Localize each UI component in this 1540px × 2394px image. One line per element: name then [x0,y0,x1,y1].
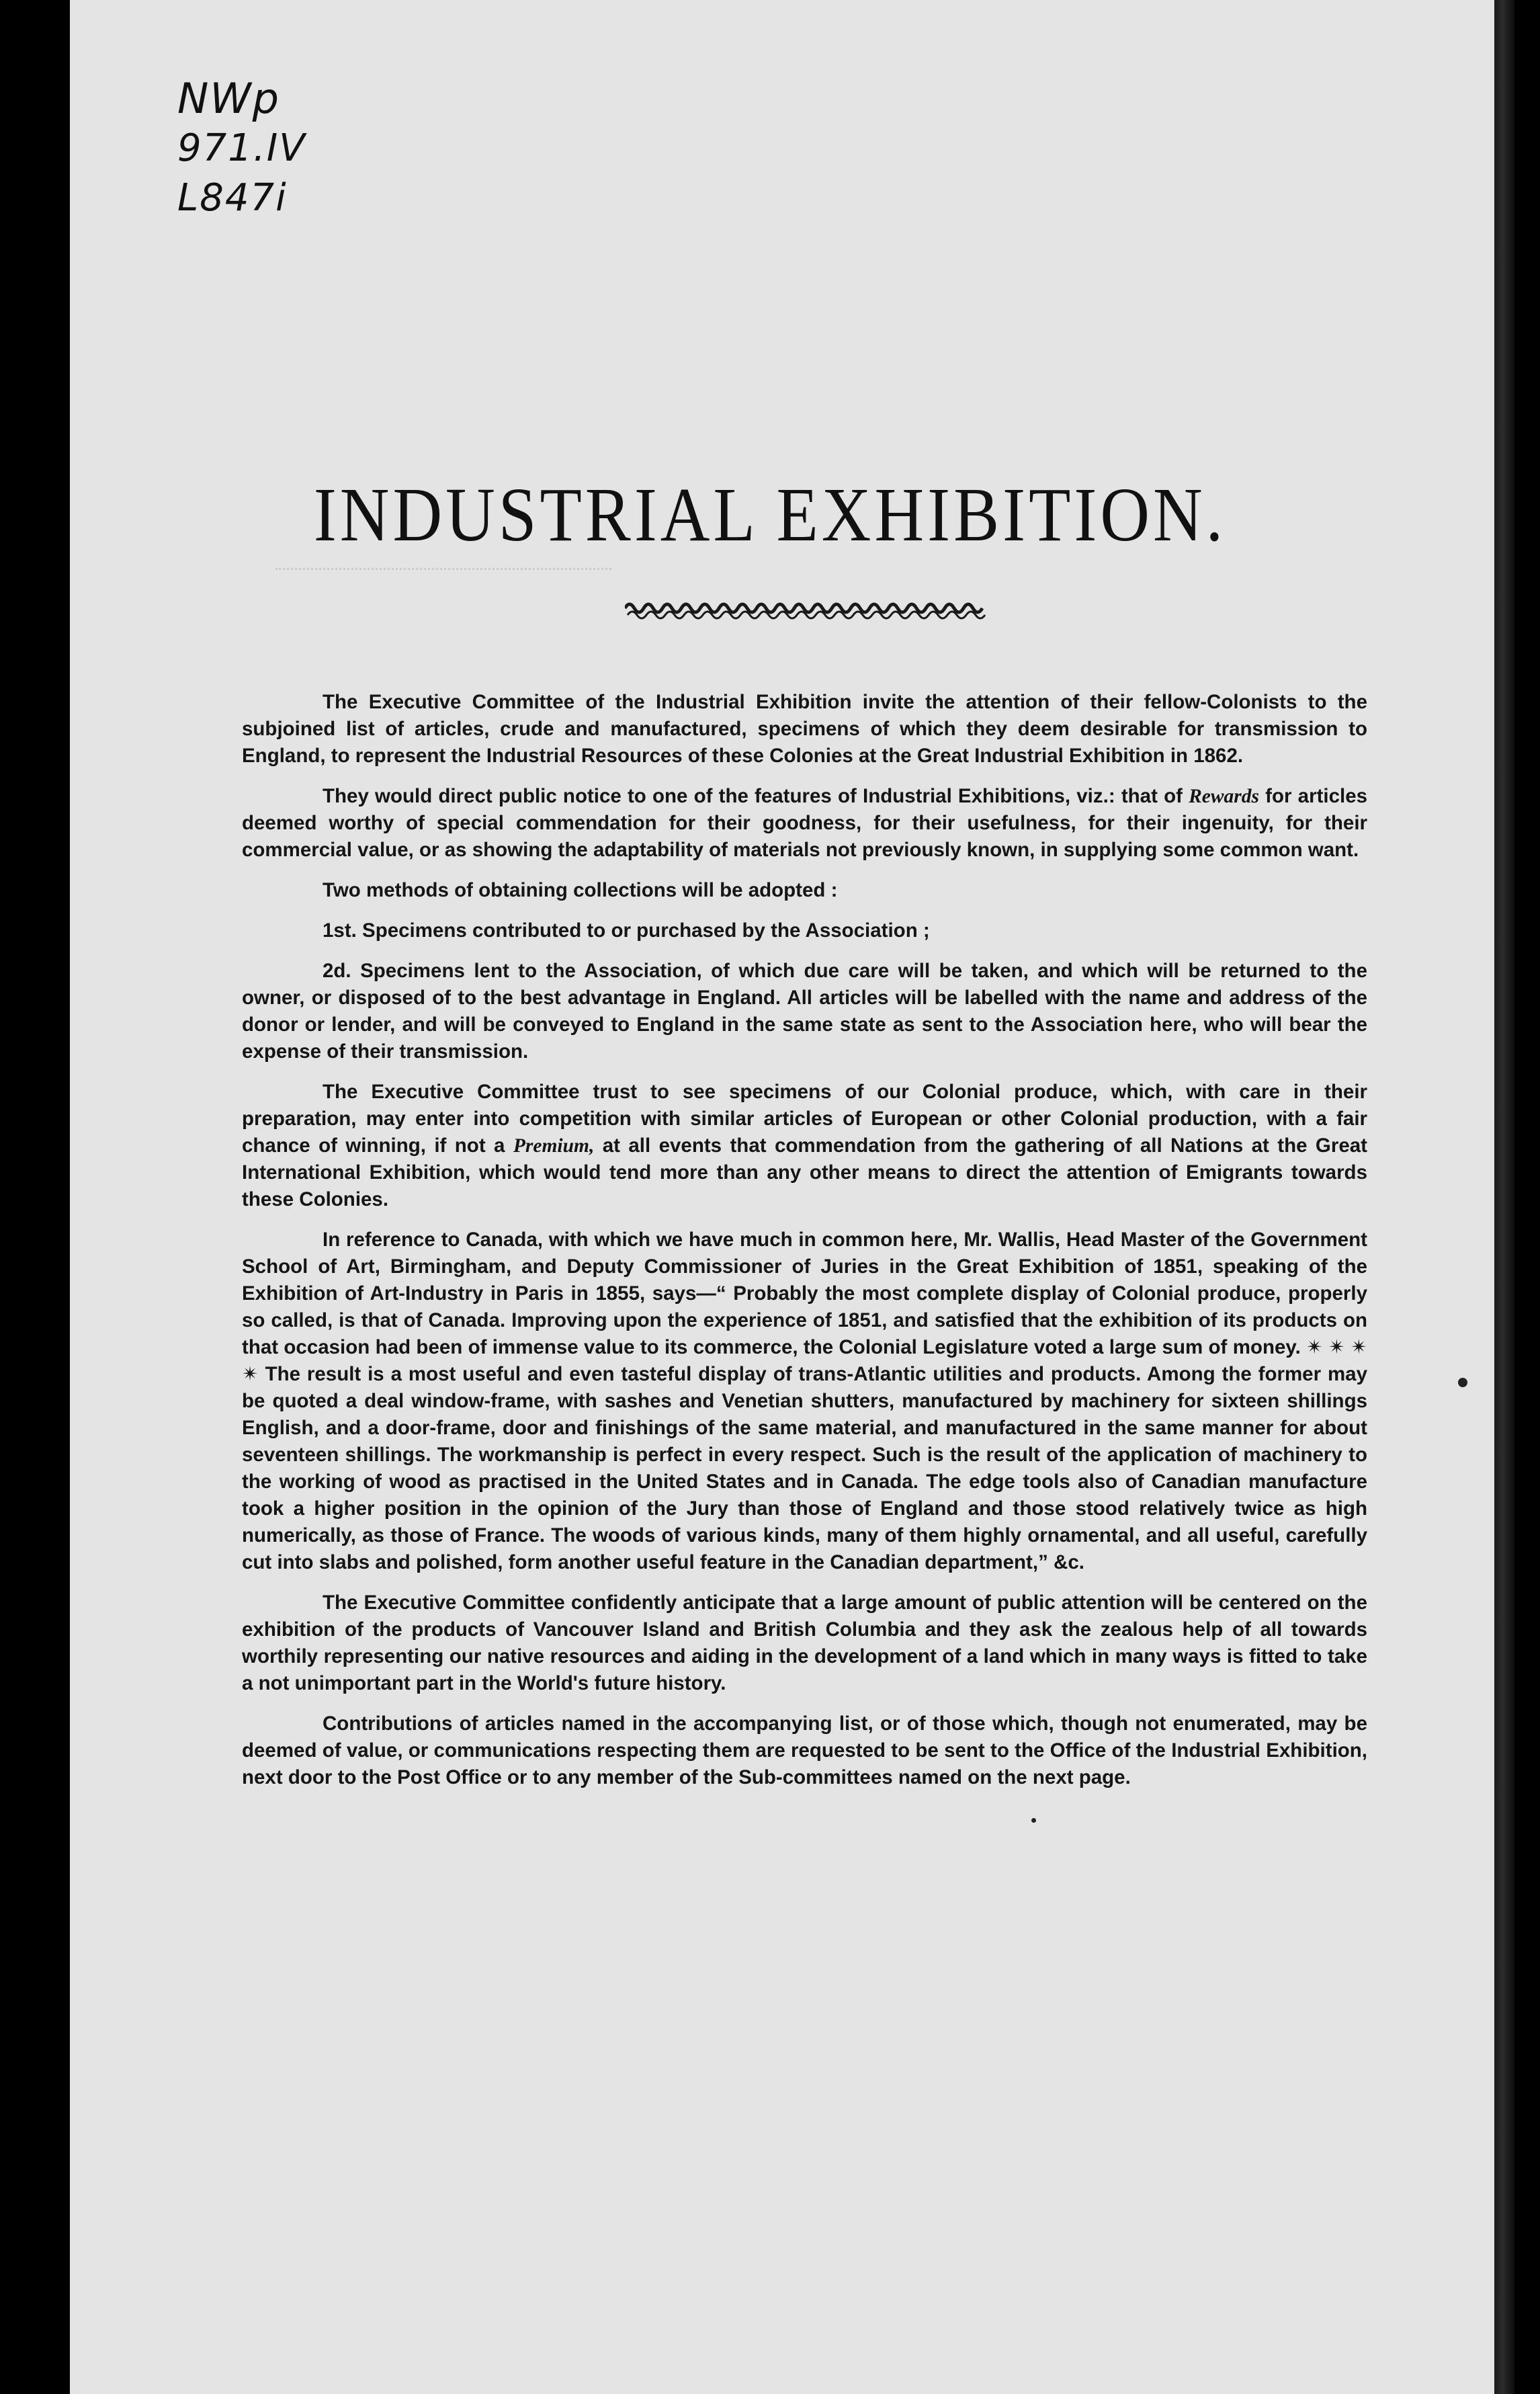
paragraph-vancouver [242,1590,1367,1697]
paragraph-rewards [242,783,1367,864]
body-text [242,689,1367,1805]
page-edge-shadow [1494,0,1514,2394]
paragraph-produce [242,1079,1367,1213]
premium-emphasis: Premium, [513,1135,595,1157]
paragraph-contributions-text: Contributions of articles named in the accompanying list, or of those which, though not enumerated, may be deemed of value, or communications respecting them are requested to be sent to the Office of the Industrial Exhibition, next door to the Post Office or to any member of the Sub-committees named on the next page. [242,1712,1367,1788]
wavy-divider [625,595,988,622]
handwritten-line-3: L847i [177,176,288,220]
bleed-through-line [275,568,611,575]
paragraph-rewards-text-b: for articles deemed worthy of special commendation for their goodness, for their usefulness, for their ingenuity, for their commercial value, or as showing the adaptability of materials not previously known, in supplying some common want. [242,785,1368,861]
page-title-text: INDUSTRIAL EXHIBITION. [313,472,1227,559]
paragraph-intro-text: The Executive Committee of the Industrial Exhibition invite the attention of their fellow-Colonists to the subjoined list of articles, crude and manufactured, specimens of which they deem desirable for transmission to England, to represent the Industrial Resources of these Colonies at the Great Industrial Exhibition in 1862. [242,691,1367,767]
page-title [0,472,1540,559]
paragraph-intro [242,689,1367,770]
paragraph-method-1-text: 1st. Specimens contributed to or purchased by the Association ; [323,919,930,942]
paragraph-method-2 [242,958,1367,1065]
ink-speck [1458,1378,1467,1387]
handwritten-line-1: NWp [177,74,281,123]
paragraph-produce-text-a: The Executive Committee trust to see specimens of our Colonial produce, which, with care in their preparation, may enter into competition with similar articles of European or other Colonial production, with a fair chance of winning, if not a [242,1081,1367,1157]
paragraph-vancouver-text: The Executive Committee confidently anticipate that a large amount of public attention will be centered on the exhibition of the products of Vancouver Island and British Columbia and they ask the zealous help of all towards worthily representing our native resources and aiding in the development of a land which in many ways is fitted to take a not unimportant part in the World's future history. [242,1592,1367,1694]
handwritten-call-number [177,74,460,229]
ink-speck [1031,1818,1036,1823]
rewards-emphasis: Rewards [1189,786,1260,807]
paragraph-produce-text-b: at all events that commendation from the gathering of all Nations at the Great International Exhibition, which would tend more than any other means to direct the attention of Emigrants towards these Colonies. [242,1134,1367,1210]
paragraph-rewards-text-a: They would direct public notice to one of the features of Industrial Exhibitions, viz.: that of [323,785,1189,807]
handwritten-line-2: 971.IV [177,126,306,170]
paragraph-canada-text: In reference to Canada, with which we have much in common here, Mr. Wallis, Head Master of the Government School of Art, Birmingham, and Deputy Commissioner of Juries in the Great Exhibition of 1851, speaking of the Exhibition of Art-Industry in Paris in 1855, says—“ Probably the most complete display of Colonial produce, properly so called, is that of Canada. Improving upon the experience of 1851, and satisfied that the exhibition of its products on that occasion had been of immense value to its commerce, the Colonial Legislature voted a large sum of money. ✴ ✴ ✴ ✴ The result is a most useful and even tasteful display of trans-Atlantic utilities and products. Among the former may be quoted a deal window-frame, with sashes and Venetian shutters, manufactured by machinery for sixteen shillings English, and a door-frame, door and finishings of the same material, and manufactured in the same manner for about seventeen shillings. The workmanship is perfect in every respect. Such is the result of the application of machinery to the working of wood as practised in the United States and in Canada. The edge tools also of Canadian manufacture took a higher position in the opinion of the Jury than those of England and those stood relatively twice as high numerically, as those of France. The woods of various kinds, many of them highly ornamental, and all useful, carefully cut into slabs and polished, form another useful feature in the Canadian department,” &c. [242,1229,1367,1573]
paragraph-method-1 [242,917,1367,944]
paragraph-methods-text: Two methods of obtaining collections will be adopted : [323,879,838,901]
paragraph-methods [242,877,1367,904]
paragraph-contributions [242,1710,1367,1791]
paragraph-method-2-text: 2d. Specimens lent to the Association, of which due care will be taken, and which will be returned to the owner, or disposed of to the best advantage in England. All articles will be labelled with the name and address of the donor or lender, and will be conveyed to England in the same state as sent to the Association here, who will bear the expense of their transmission. [242,960,1367,1063]
paragraph-canada [242,1227,1367,1576]
